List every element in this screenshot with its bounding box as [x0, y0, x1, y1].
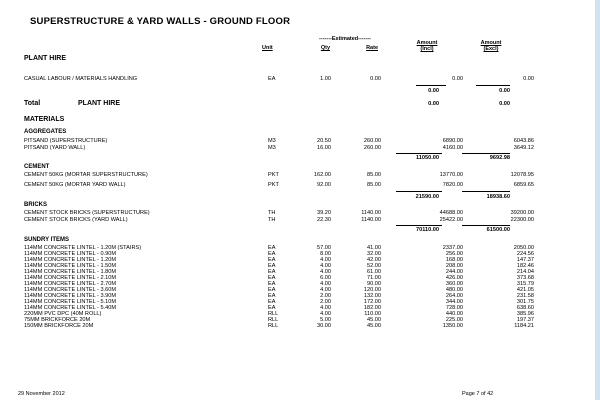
item-qty: 4.00: [320, 287, 331, 293]
plant-hire-subtotal-excl: 0.00: [499, 88, 510, 94]
item-qty: 5.00: [320, 317, 331, 323]
item-rate: 1140.00: [361, 210, 381, 216]
item-rate: 182.00: [363, 305, 381, 311]
item-amount-excl: 315.79: [516, 281, 534, 287]
item-amount-incl: 168.00: [445, 257, 463, 263]
item-amount-incl: 256.00: [445, 251, 463, 257]
group-cement: CEMENT: [24, 164, 50, 170]
plant-hire-subtotal-incl: 0.00: [428, 88, 439, 94]
table-row: [24, 138, 584, 145]
item-rate: 90.00: [367, 281, 381, 287]
item-amount-excl: 39200.00: [510, 210, 534, 216]
item-unit: RLL: [268, 323, 279, 329]
plant-hire-total-row: [24, 100, 120, 107]
item-rate: 71.00: [367, 275, 381, 281]
item-unit: EA: [268, 305, 276, 311]
item-amount-excl: 638.60: [516, 305, 534, 311]
item-unit: EA: [268, 245, 276, 251]
viewer-scroll-edge[interactable]: [595, 0, 600, 400]
divider: [462, 225, 510, 226]
item-description: CEMENT 50KG (MORTAR SUPERSTRUCTURE): [24, 172, 148, 178]
item-qty: 22.30: [317, 217, 331, 223]
item-amount-excl: 22300.00: [510, 217, 534, 223]
item-description: 114MM CONCRETE LINTEL - 2.70M: [24, 281, 117, 287]
item-rate: 41.00: [367, 245, 381, 251]
item-description: CEMENT STOCK BRICKS (SUPERSTRUCTURE): [24, 210, 150, 216]
item-amount-incl: 480.00: [445, 287, 463, 293]
item-unit: EA: [268, 281, 276, 287]
group-sundry-items: SUNDRY ITEMS: [24, 237, 70, 243]
item-rate: 132.00: [363, 293, 381, 299]
section-materials: MATERIALS: [24, 116, 65, 123]
item-amount-incl: 225.00: [445, 317, 463, 323]
item-amount-incl: 1350.00: [442, 323, 463, 329]
item-rate: 45.00: [367, 317, 381, 323]
item-description: 114MM CONCRETE LINTEL - 1.20M (STAIRS): [24, 245, 142, 251]
table-row: [24, 217, 584, 224]
divider: [416, 85, 446, 86]
item-amount-incl: 426.00: [445, 275, 463, 281]
item-qty: 8.00: [320, 251, 331, 257]
item-unit: RLL: [268, 311, 279, 317]
item-description: PITSAND (YARD WALL): [24, 145, 86, 151]
item-amount-excl: 301.75: [516, 299, 534, 305]
item-unit: PKT: [268, 172, 279, 178]
aggregates-subtotal-excl: 9692.98: [489, 155, 510, 161]
group-aggregates: AGGREGATES: [24, 129, 67, 135]
cement-subtotal-incl: 21590.00: [415, 194, 439, 200]
table-row: [24, 145, 584, 152]
divider: [462, 191, 510, 192]
item-qty: 6.00: [320, 275, 331, 281]
table-row: [24, 323, 584, 330]
item-description: CEMENT 50KG (MORTAR YARD WALL): [24, 182, 126, 188]
item-amount-incl: 7820.00: [442, 182, 463, 188]
item-description: 114MM CONCRETE LINTEL - 3.90M: [24, 293, 117, 299]
item-rate: 110.00: [364, 311, 381, 317]
divider: [462, 153, 510, 154]
item-unit: EA: [268, 251, 276, 257]
item-description: 114MM CONCRETE LINTEL - 1.50M: [24, 263, 117, 269]
item-qty: 2.00: [320, 293, 331, 299]
item-unit: EA: [268, 76, 276, 82]
item-description: 114MM CONCRETE LINTEL - 1.20M: [24, 257, 117, 263]
footer-date: 29 November 2012: [18, 391, 65, 397]
item-amount-excl: 224.56: [516, 251, 534, 257]
item-unit: EA: [268, 275, 276, 281]
item-unit: EA: [268, 293, 276, 299]
item-amount-incl: 2337.00: [442, 245, 463, 251]
item-description: 150MM BRICKFORCE 20M: [24, 323, 94, 329]
item-rate: 85.00: [367, 172, 381, 178]
divider: [396, 225, 442, 226]
item-rate: 260.00: [363, 145, 381, 151]
item-unit: TH: [268, 210, 276, 216]
bricks-subtotal-excl: 61500.00: [486, 227, 510, 233]
item-qty: 16.00: [317, 145, 331, 151]
table-row: [24, 172, 584, 179]
item-qty: 57.00: [317, 245, 331, 251]
item-rate: 42.00: [367, 257, 381, 263]
item-qty: 92.00: [317, 182, 331, 188]
item-rate: 45.00: [367, 323, 381, 329]
item-qty: 4.00: [320, 305, 331, 311]
total-label: Total: [24, 100, 41, 107]
item-rate: 52.00: [367, 263, 381, 269]
item-amount-incl: 360.00: [445, 281, 463, 287]
item-amount-incl: 13770.00: [439, 172, 463, 178]
item-amount-incl: 344.00: [445, 299, 463, 305]
item-amount-excl: 147.37: [516, 257, 534, 263]
plant-hire-total-excl: 0.00: [499, 101, 510, 107]
item-amount-excl: 0.00: [523, 76, 534, 82]
item-qty: 4.00: [320, 311, 331, 317]
item-description: 114MM CONCRETE LINTEL - 5.10M: [24, 299, 117, 305]
item-amount-incl: 44688.00: [439, 210, 463, 216]
cement-subtotal-excl: 18938.60: [486, 194, 510, 200]
table-row: [24, 76, 584, 83]
estimated-header: -------Estimated-------: [319, 36, 371, 42]
table-row: [24, 210, 584, 217]
divider: [396, 153, 442, 154]
item-amount-incl: 264.00: [445, 293, 463, 299]
item-qty: 2.00: [320, 299, 331, 305]
item-qty: 39.20: [317, 210, 331, 216]
item-amount-excl: 373.68: [516, 275, 534, 281]
item-unit: EA: [268, 269, 276, 275]
item-unit: EA: [268, 299, 276, 305]
item-description: 114MM CONCRETE LINTEL - 0.90M: [24, 251, 117, 257]
rate-header: Rate: [366, 45, 378, 51]
amount-excl-header: Amount (Excl): [480, 40, 502, 52]
qty-header: Qty: [320, 45, 330, 51]
item-description: 75MM BRICKFORCE 20M: [24, 317, 91, 323]
item-amount-excl: 2050.00: [513, 245, 534, 251]
item-description: 114MM CONCRETE LINTEL - 5.40M: [24, 305, 117, 311]
plant-hire-total-incl: 0.00: [428, 101, 439, 107]
item-amount-excl: 231.58: [516, 293, 534, 299]
item-qty: 30.00: [317, 323, 331, 329]
item-rate: 1140.00: [361, 217, 381, 223]
footer-page-number: Page 7 of 42: [462, 391, 494, 397]
item-amount-excl: 421.05: [516, 287, 534, 293]
item-amount-excl: 3649.12: [513, 145, 534, 151]
page-title: SUPERSTRUCTURE & YARD WALLS - GROUND FLOOR: [30, 16, 291, 27]
item-qty: 4.00: [320, 281, 331, 287]
item-amount-excl: 197.37: [516, 317, 534, 323]
item-description: 220MM PVC DPC (40M ROLL): [24, 311, 102, 317]
item-qty: 20.50: [317, 138, 331, 144]
item-qty: 162.00: [313, 172, 331, 178]
item-amount-incl: 208.00: [445, 263, 463, 269]
item-amount-excl: 182.46: [516, 263, 534, 269]
item-amount-excl: 385.96: [516, 311, 534, 317]
divider: [476, 85, 510, 86]
group-bricks: BRICKS: [24, 202, 48, 208]
item-amount-excl: 1184.21: [514, 323, 534, 329]
item-qty: 4.00: [320, 257, 331, 263]
unit-header: Unit: [262, 45, 273, 51]
item-qty: 4.00: [320, 263, 331, 269]
item-unit: EA: [268, 287, 276, 293]
item-rate: 85.00: [367, 182, 381, 188]
item-qty: 4.00: [320, 269, 331, 275]
item-amount-incl: 440.00: [445, 311, 463, 317]
item-amount-incl: 25422.00: [439, 217, 463, 223]
item-rate: 260.00: [363, 138, 381, 144]
item-description: 114MM CONCRETE LINTEL - 2.10M: [24, 275, 117, 281]
item-unit: EA: [268, 263, 276, 269]
item-qty: 1.00: [320, 76, 331, 82]
item-rate: 61.00: [367, 269, 381, 275]
item-description: 114MM CONCRETE LINTEL - 3.60M: [24, 287, 117, 293]
item-rate: 120.00: [363, 287, 381, 293]
item-unit: M3: [268, 138, 276, 144]
item-unit: RLL: [268, 317, 279, 323]
item-amount-excl: 6043.86: [513, 138, 534, 144]
item-unit: M3: [268, 145, 276, 151]
item-amount-incl: 244.00: [445, 269, 463, 275]
item-amount-incl: 0.00: [452, 76, 463, 82]
item-amount-excl: 12078.95: [510, 172, 534, 178]
item-unit: PKT: [268, 182, 279, 188]
item-description: PITSAND (SUPERSTRUCTURE): [24, 138, 108, 144]
item-unit: TH: [268, 217, 276, 223]
item-rate: 32.00: [367, 251, 381, 257]
item-amount-incl: 728.00: [445, 305, 463, 311]
table-row: [24, 182, 584, 189]
section-plant-hire: PLANT HIRE: [24, 55, 66, 62]
item-amount-incl: 4160.00: [442, 145, 463, 151]
item-amount-excl: 6859.65: [513, 182, 534, 188]
item-description: CEMENT STOCK BRICKS (YARD WALL): [24, 217, 128, 223]
item-rate: 0.00: [370, 76, 381, 82]
aggregates-subtotal-incl: 11050.00: [415, 155, 439, 161]
amount-incl-header: Amount (Incl): [416, 40, 438, 52]
divider: [396, 191, 442, 192]
item-unit: EA: [268, 257, 276, 263]
item-amount-excl: 214.04: [516, 269, 534, 275]
bricks-subtotal-incl: 70110.00: [415, 227, 439, 233]
total-name: PLANT HIRE: [78, 100, 120, 107]
item-rate: 172.00: [363, 299, 381, 305]
item-description: CASUAL LABOUR / MATERIALS HANDLING: [24, 76, 138, 82]
item-amount-incl: 6890.00: [442, 138, 463, 144]
item-description: 114MM CONCRETE LINTEL - 1.80M: [24, 269, 117, 275]
